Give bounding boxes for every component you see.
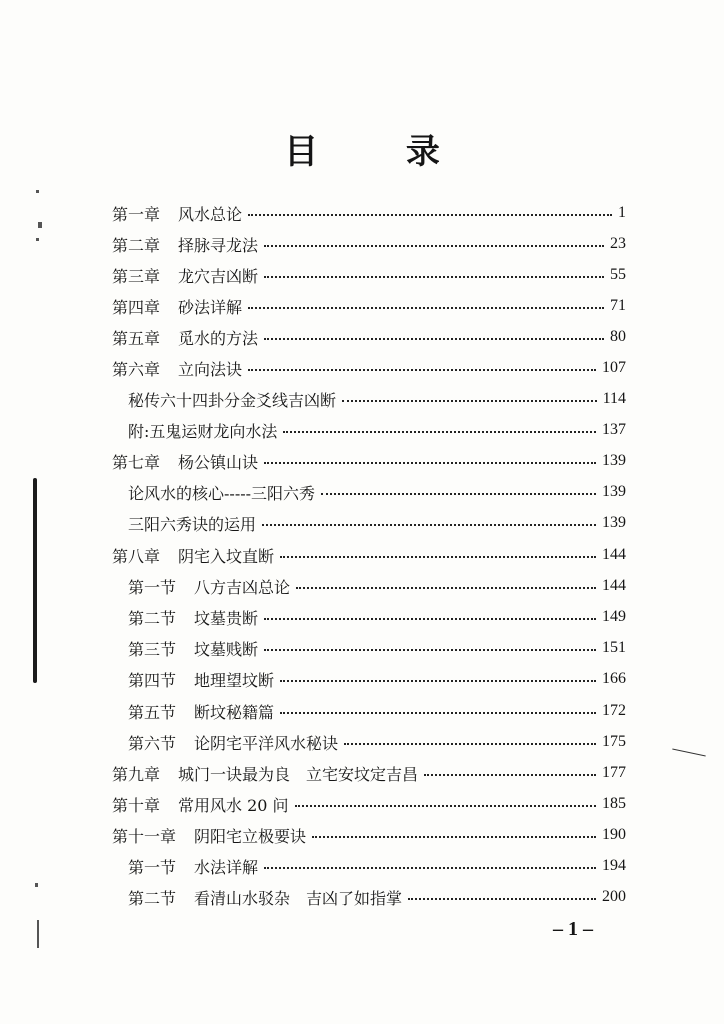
toc-entry-heading: 第一节	[128, 577, 177, 597]
toc-entry-page: 107	[602, 359, 626, 376]
toc-entry-label	[112, 264, 258, 287]
dot-leader	[424, 774, 596, 776]
toc-entry-title: 杨公镇山诀	[178, 452, 259, 472]
toc-entry[interactable]	[128, 602, 626, 632]
toc-entry[interactable]	[112, 820, 626, 850]
toc-entry[interactable]	[112, 446, 626, 476]
toc-entry-page: 144	[602, 577, 626, 594]
toc-entry[interactable]	[128, 415, 626, 445]
toc-entry-label	[128, 512, 256, 535]
toc-entry-title: 地理望坟断	[194, 670, 275, 690]
dot-leader	[295, 805, 596, 807]
toc-entry-title: 风水总论	[178, 204, 243, 224]
toc-entry-label	[128, 731, 338, 754]
toc-entry-page: 172	[602, 702, 626, 719]
toc-entry-label	[112, 233, 258, 256]
toc-entry-heading: 第五章	[112, 328, 161, 348]
toc-entry-title: 论风水的核心-----三阳六秀	[128, 483, 316, 503]
toc-entry-title: 常用风水 20 问	[178, 795, 289, 815]
page-number: – 1 –	[553, 918, 593, 940]
scan-speck	[35, 883, 38, 887]
toc-entry-page: 1	[618, 204, 626, 221]
toc-entry-label	[112, 793, 289, 816]
toc-entry-heading: 第二章	[112, 235, 161, 255]
toc-entry-page: 194	[602, 857, 626, 874]
toc-entry-label	[128, 388, 336, 411]
toc-entry-page: 190	[602, 826, 626, 843]
toc-entry-title: 看清山水驳杂 吉凶了如指掌	[194, 888, 403, 908]
toc-entry-title: 附:五鬼运财龙向水法	[128, 421, 278, 441]
toc-entry-heading: 第一章	[112, 204, 161, 224]
dot-leader	[248, 214, 612, 216]
toc-entry-title: 论阴宅平洋风水秘诀	[194, 733, 339, 753]
toc-entry-page: 114	[602, 390, 626, 407]
toc-entry-heading: 第三节	[128, 639, 177, 659]
toc-entry-heading: 第一节	[128, 857, 177, 877]
toc-entry-heading: 第六章	[112, 359, 161, 379]
toc-entry-label	[112, 295, 242, 318]
toc-entry[interactable]	[128, 664, 626, 694]
toc-title: 目 录	[284, 132, 478, 172]
toc-entry[interactable]	[128, 633, 626, 663]
toc-entry-page: 137	[602, 421, 626, 438]
dot-leader	[280, 680, 596, 682]
scan-edge-artifact	[33, 478, 37, 683]
toc-entry[interactable]	[112, 260, 626, 290]
dot-leader	[264, 618, 596, 620]
toc-entry-page: 23	[610, 235, 626, 252]
toc-entry-heading: 第二节	[128, 608, 177, 628]
scan-speck	[36, 238, 39, 241]
toc-entry-page: 149	[602, 608, 626, 625]
toc-entry-page: 185	[602, 795, 626, 812]
toc-entry-label	[112, 762, 418, 785]
toc-entry-title: 砂法详解	[178, 297, 243, 317]
dot-leader	[408, 898, 596, 900]
toc-entry[interactable]	[128, 571, 626, 601]
dot-leader	[283, 431, 596, 433]
dot-leader	[280, 556, 596, 558]
toc-entry[interactable]	[128, 477, 626, 507]
toc-entry-label	[128, 419, 277, 442]
toc-entry[interactable]	[112, 198, 626, 228]
toc-entry-page: 144	[602, 546, 626, 563]
toc-entry-title: 城门一诀最为良 立宅安坟定吉昌	[178, 764, 419, 784]
toc-entry-page: 151	[602, 639, 626, 656]
toc-entry[interactable]	[112, 229, 626, 259]
toc-entry[interactable]	[112, 322, 626, 352]
dot-leader	[280, 712, 596, 714]
scan-speck	[36, 190, 39, 193]
toc-entry-heading: 第三章	[112, 266, 161, 286]
toc-entry-heading: 第四节	[128, 670, 177, 690]
toc-entry-page: 200	[602, 888, 626, 905]
toc-entry-title: 八方吉凶总论	[194, 577, 291, 597]
toc-entry-title: 三阳六秀诀的运用	[128, 514, 257, 534]
toc-entry-label	[112, 202, 242, 225]
dot-leader	[264, 867, 596, 869]
dot-leader	[248, 369, 596, 371]
dot-leader	[344, 743, 596, 745]
toc-entry-heading: 第五节	[128, 702, 177, 722]
toc-entry-heading: 第七章	[112, 452, 161, 472]
toc-entry[interactable]	[128, 727, 626, 757]
toc-entry-heading: 第十一章	[112, 826, 177, 846]
toc-entry-page: 71	[610, 297, 626, 314]
dot-leader	[248, 307, 604, 309]
toc-entry-page: 139	[602, 514, 626, 531]
toc-entry-title: 觅水的方法	[178, 328, 259, 348]
dot-leader	[264, 462, 596, 464]
toc-entry-label	[112, 450, 258, 473]
scan-speck	[37, 920, 39, 948]
toc-entry-page: 175	[602, 733, 626, 750]
toc-entry-label	[112, 824, 306, 847]
toc-entry-heading: 第八章	[112, 546, 161, 566]
dot-leader	[321, 493, 596, 495]
toc-entry-label	[128, 575, 290, 598]
toc-entry-label	[128, 481, 315, 504]
toc-entry-label	[128, 637, 258, 660]
scan-speck	[38, 222, 42, 228]
toc-entry-title: 龙穴吉凶断	[178, 266, 259, 286]
dot-leader	[264, 276, 604, 278]
toc-entry-title: 坟墓贱断	[194, 639, 259, 659]
toc-entry-title: 立向法诀	[178, 359, 243, 379]
toc-entry[interactable]	[128, 882, 626, 912]
toc-entry-page: 139	[602, 483, 626, 500]
toc-entry-page: 80	[610, 328, 626, 345]
dot-leader	[262, 524, 596, 526]
scan-speck	[672, 748, 705, 756]
toc-entry-title: 阴阳宅立极要诀	[194, 826, 307, 846]
toc-entry-title: 断坟秘籍篇	[194, 702, 275, 722]
toc-entry-page: 166	[602, 670, 626, 687]
toc-entry[interactable]	[112, 291, 626, 321]
toc-entry[interactable]	[112, 353, 626, 383]
toc-entry-heading: 第四章	[112, 297, 161, 317]
toc-entry[interactable]	[128, 384, 626, 414]
toc-entry[interactable]	[112, 758, 626, 788]
toc-entry[interactable]	[128, 508, 626, 538]
toc-entry-heading: 第十章	[112, 795, 161, 815]
toc-entry-label	[112, 357, 242, 380]
toc-entry-label	[128, 886, 402, 909]
toc-entry-label	[128, 700, 274, 723]
toc-entry-label	[128, 668, 274, 691]
dot-leader	[264, 649, 596, 651]
toc-entry-page: 55	[610, 266, 626, 283]
toc-entry[interactable]	[128, 696, 626, 726]
toc-entry-title: 阴宅入坟直断	[178, 546, 275, 566]
toc-entry-title: 坟墓贵断	[194, 608, 259, 628]
toc-entry-heading: 第二节	[128, 888, 177, 908]
dot-leader	[342, 400, 597, 402]
toc-entry-label	[112, 544, 274, 567]
toc-entry-page: 139	[602, 452, 626, 469]
toc-entry-title: 秘传六十四卦分金爻线吉凶断	[128, 390, 337, 410]
dot-leader	[264, 338, 604, 340]
toc-entry[interactable]	[112, 789, 626, 819]
toc-entry-label	[112, 326, 258, 349]
toc-entry-label	[128, 855, 258, 878]
toc-entry-heading: 第九章	[112, 764, 161, 784]
toc-entry[interactable]	[112, 540, 626, 570]
dot-leader	[264, 245, 604, 247]
toc-entry-title: 水法详解	[194, 857, 259, 877]
toc-entry-page: 177	[602, 764, 626, 781]
toc-entry-heading: 第六节	[128, 733, 177, 753]
dot-leader	[312, 836, 596, 838]
toc-entry[interactable]	[128, 851, 626, 881]
toc-entry-title: 择脉寻龙法	[178, 235, 259, 255]
toc-entry-label	[128, 606, 258, 629]
dot-leader	[296, 587, 596, 589]
